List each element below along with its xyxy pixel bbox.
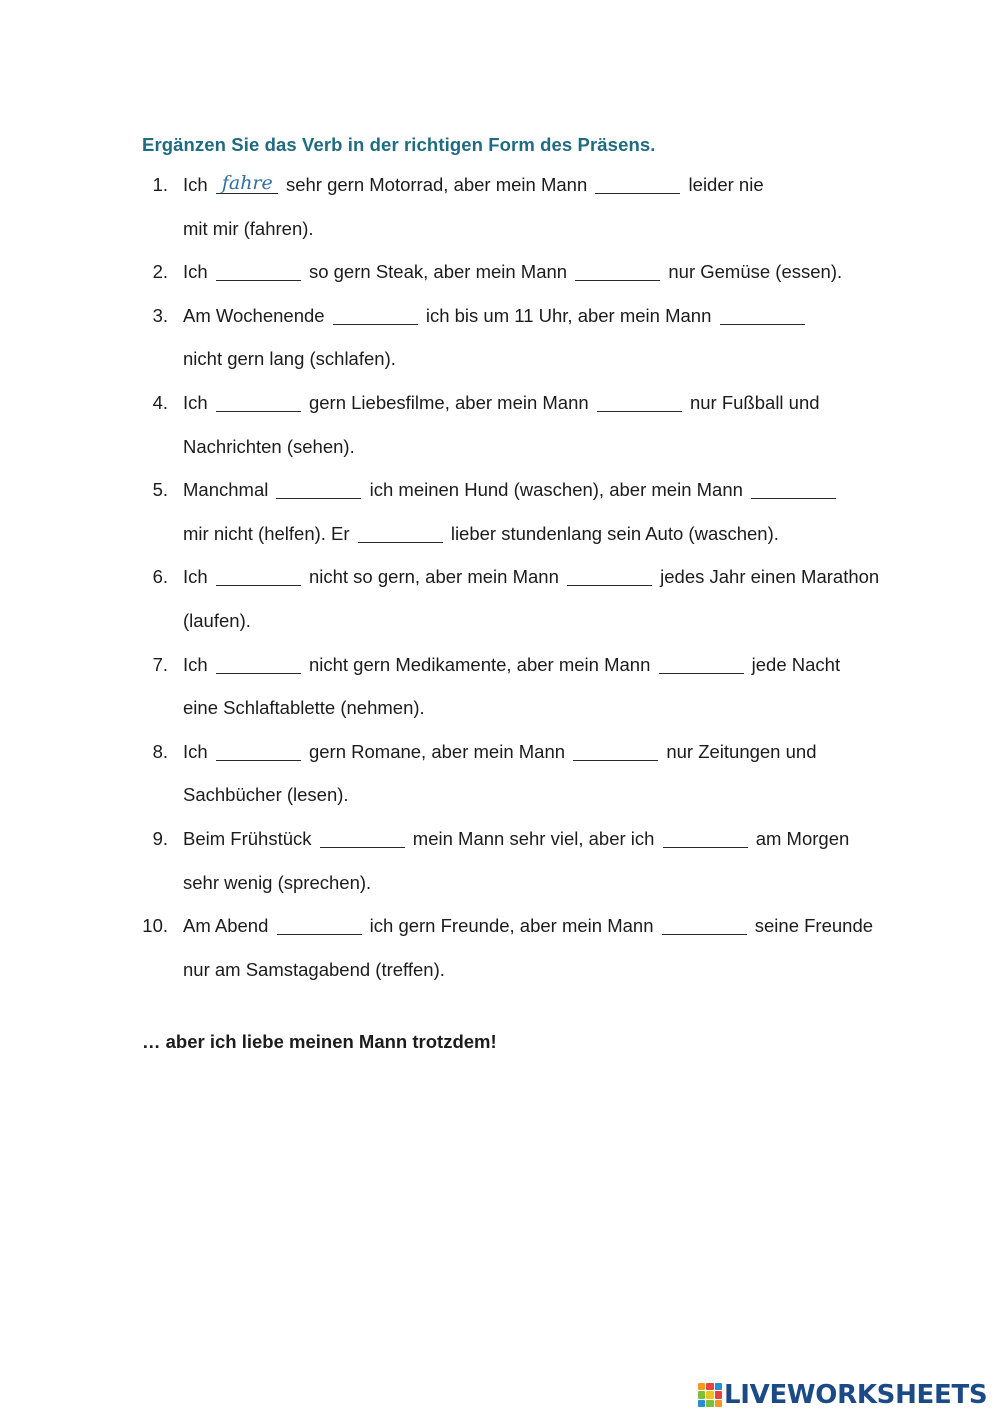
- item-text: gern Liebesfilme, aber mein Mann: [308, 391, 589, 413]
- answer-blank[interactable]: [662, 912, 747, 935]
- list-item: [0, 650, 1000, 737]
- item-text: nur Fußball und: [689, 391, 820, 413]
- item-text: nicht gern lang (schlafen).: [183, 348, 396, 370]
- item-text: Ich: [183, 566, 208, 588]
- item-text: jedes Jahr einen Marathon: [660, 566, 880, 588]
- item-text: jede Nacht: [751, 653, 841, 675]
- answer-blank[interactable]: [358, 520, 443, 543]
- answer-blank[interactable]: [216, 563, 301, 586]
- item-text: Am Abend: [183, 915, 269, 937]
- item-text: ich bis um 11 Uhr, aber mein Mann: [425, 304, 712, 326]
- item-number: 7.: [152, 653, 168, 675]
- answer-blank[interactable]: [333, 302, 418, 325]
- item-text: lieber stundenlang sein Auto (waschen).: [450, 522, 779, 544]
- item-text: nur Zeitungen und: [666, 740, 817, 762]
- answer-blank[interactable]: [216, 171, 278, 194]
- answer-blank[interactable]: [216, 389, 301, 412]
- list-item: [0, 911, 1000, 998]
- item-text: nicht gern Medikamente, aber mein Mann: [308, 653, 651, 675]
- list-item: [0, 170, 1000, 257]
- answer-blank[interactable]: [751, 476, 836, 499]
- list-item: [0, 301, 1000, 388]
- list-item: [0, 475, 1000, 562]
- item-text: so gern Steak, aber mein Mann: [308, 261, 568, 283]
- item-text: am Morgen: [755, 827, 850, 849]
- list-item: [0, 824, 1000, 911]
- item-text: ich gern Freunde, aber mein Mann: [369, 915, 654, 937]
- item-text: nur am Samstagabend (treffen).: [183, 958, 445, 980]
- answer-blank[interactable]: [720, 302, 805, 325]
- item-text: nur Gemüse (essen).: [668, 261, 843, 283]
- item-text: Am Wochenende: [183, 304, 325, 326]
- exercise-list: [0, 170, 1000, 998]
- item-number: 6.: [152, 566, 168, 588]
- answer-blank[interactable]: [276, 476, 361, 499]
- list-item: [0, 562, 1000, 649]
- answer-blank[interactable]: [216, 258, 301, 281]
- liveworksheets-brand: [698, 1380, 987, 1410]
- item-text: Nachrichten (sehen).: [183, 435, 355, 457]
- item-text: mit mir (fahren).: [183, 217, 314, 239]
- brand-name: LIVEWORKSHEETS: [724, 1380, 988, 1410]
- item-text: eine Schlaftablette (nehmen).: [183, 697, 425, 719]
- item-number: 8.: [152, 740, 168, 762]
- item-text: mir nicht (helfen). Er: [183, 522, 350, 544]
- item-text: sehr wenig (sprechen).: [183, 871, 372, 893]
- list-item: [0, 257, 1000, 301]
- item-number: 4.: [152, 391, 168, 413]
- answer-blank[interactable]: [320, 825, 405, 848]
- item-number: 2.: [152, 261, 168, 283]
- item-text: Sachbücher (lesen).: [183, 784, 349, 806]
- list-item: [0, 737, 1000, 824]
- answer-blank[interactable]: [575, 258, 660, 281]
- item-text: Ich: [183, 740, 208, 762]
- item-text: ich meinen Hund (waschen), aber mein Mann: [369, 479, 743, 501]
- closing-statement: … aber ich liebe meinen Mann trotzdem!: [142, 1031, 497, 1052]
- answer-blank[interactable]: [595, 171, 680, 194]
- liveworksheets-logo-icon: [698, 1383, 722, 1407]
- item-text: mein Mann sehr viel, aber ich: [412, 827, 655, 849]
- item-text: Ich: [183, 653, 208, 675]
- answer-blank[interactable]: [659, 651, 744, 674]
- answer-blank[interactable]: [573, 738, 658, 761]
- item-text: Beim Frühstück: [183, 827, 312, 849]
- item-text: (laufen).: [183, 609, 251, 631]
- item-text: leider nie: [688, 174, 764, 195]
- item-text: gern Romane, aber mein Mann: [308, 740, 566, 762]
- item-text: sehr gern Motorrad, aber mein Mann: [285, 174, 588, 195]
- item-number: 9.: [152, 827, 168, 849]
- item-number: 5.: [152, 479, 168, 501]
- answer-blank[interactable]: [216, 738, 301, 761]
- item-text: Ich: [183, 174, 208, 195]
- answer-blank[interactable]: [663, 825, 748, 848]
- filled-answer: fahre: [221, 172, 273, 194]
- exercise-heading: Ergänzen Sie das Verb in der richtigen Form des Präsens.: [142, 134, 656, 155]
- item-text: Manchmal: [183, 479, 269, 501]
- item-text: Ich: [183, 261, 208, 283]
- item-number: 1.: [152, 174, 168, 195]
- item-number: 10.: [142, 915, 168, 937]
- list-item: [0, 388, 1000, 475]
- item-number: 3.: [152, 304, 168, 326]
- item-text: Ich: [183, 391, 208, 413]
- answer-blank[interactable]: [216, 651, 301, 674]
- item-text: nicht so gern, aber mein Mann: [308, 566, 559, 588]
- item-text: seine Freunde: [754, 915, 874, 937]
- answer-blank[interactable]: [597, 389, 682, 412]
- answer-blank[interactable]: [567, 563, 652, 586]
- answer-blank[interactable]: [277, 912, 362, 935]
